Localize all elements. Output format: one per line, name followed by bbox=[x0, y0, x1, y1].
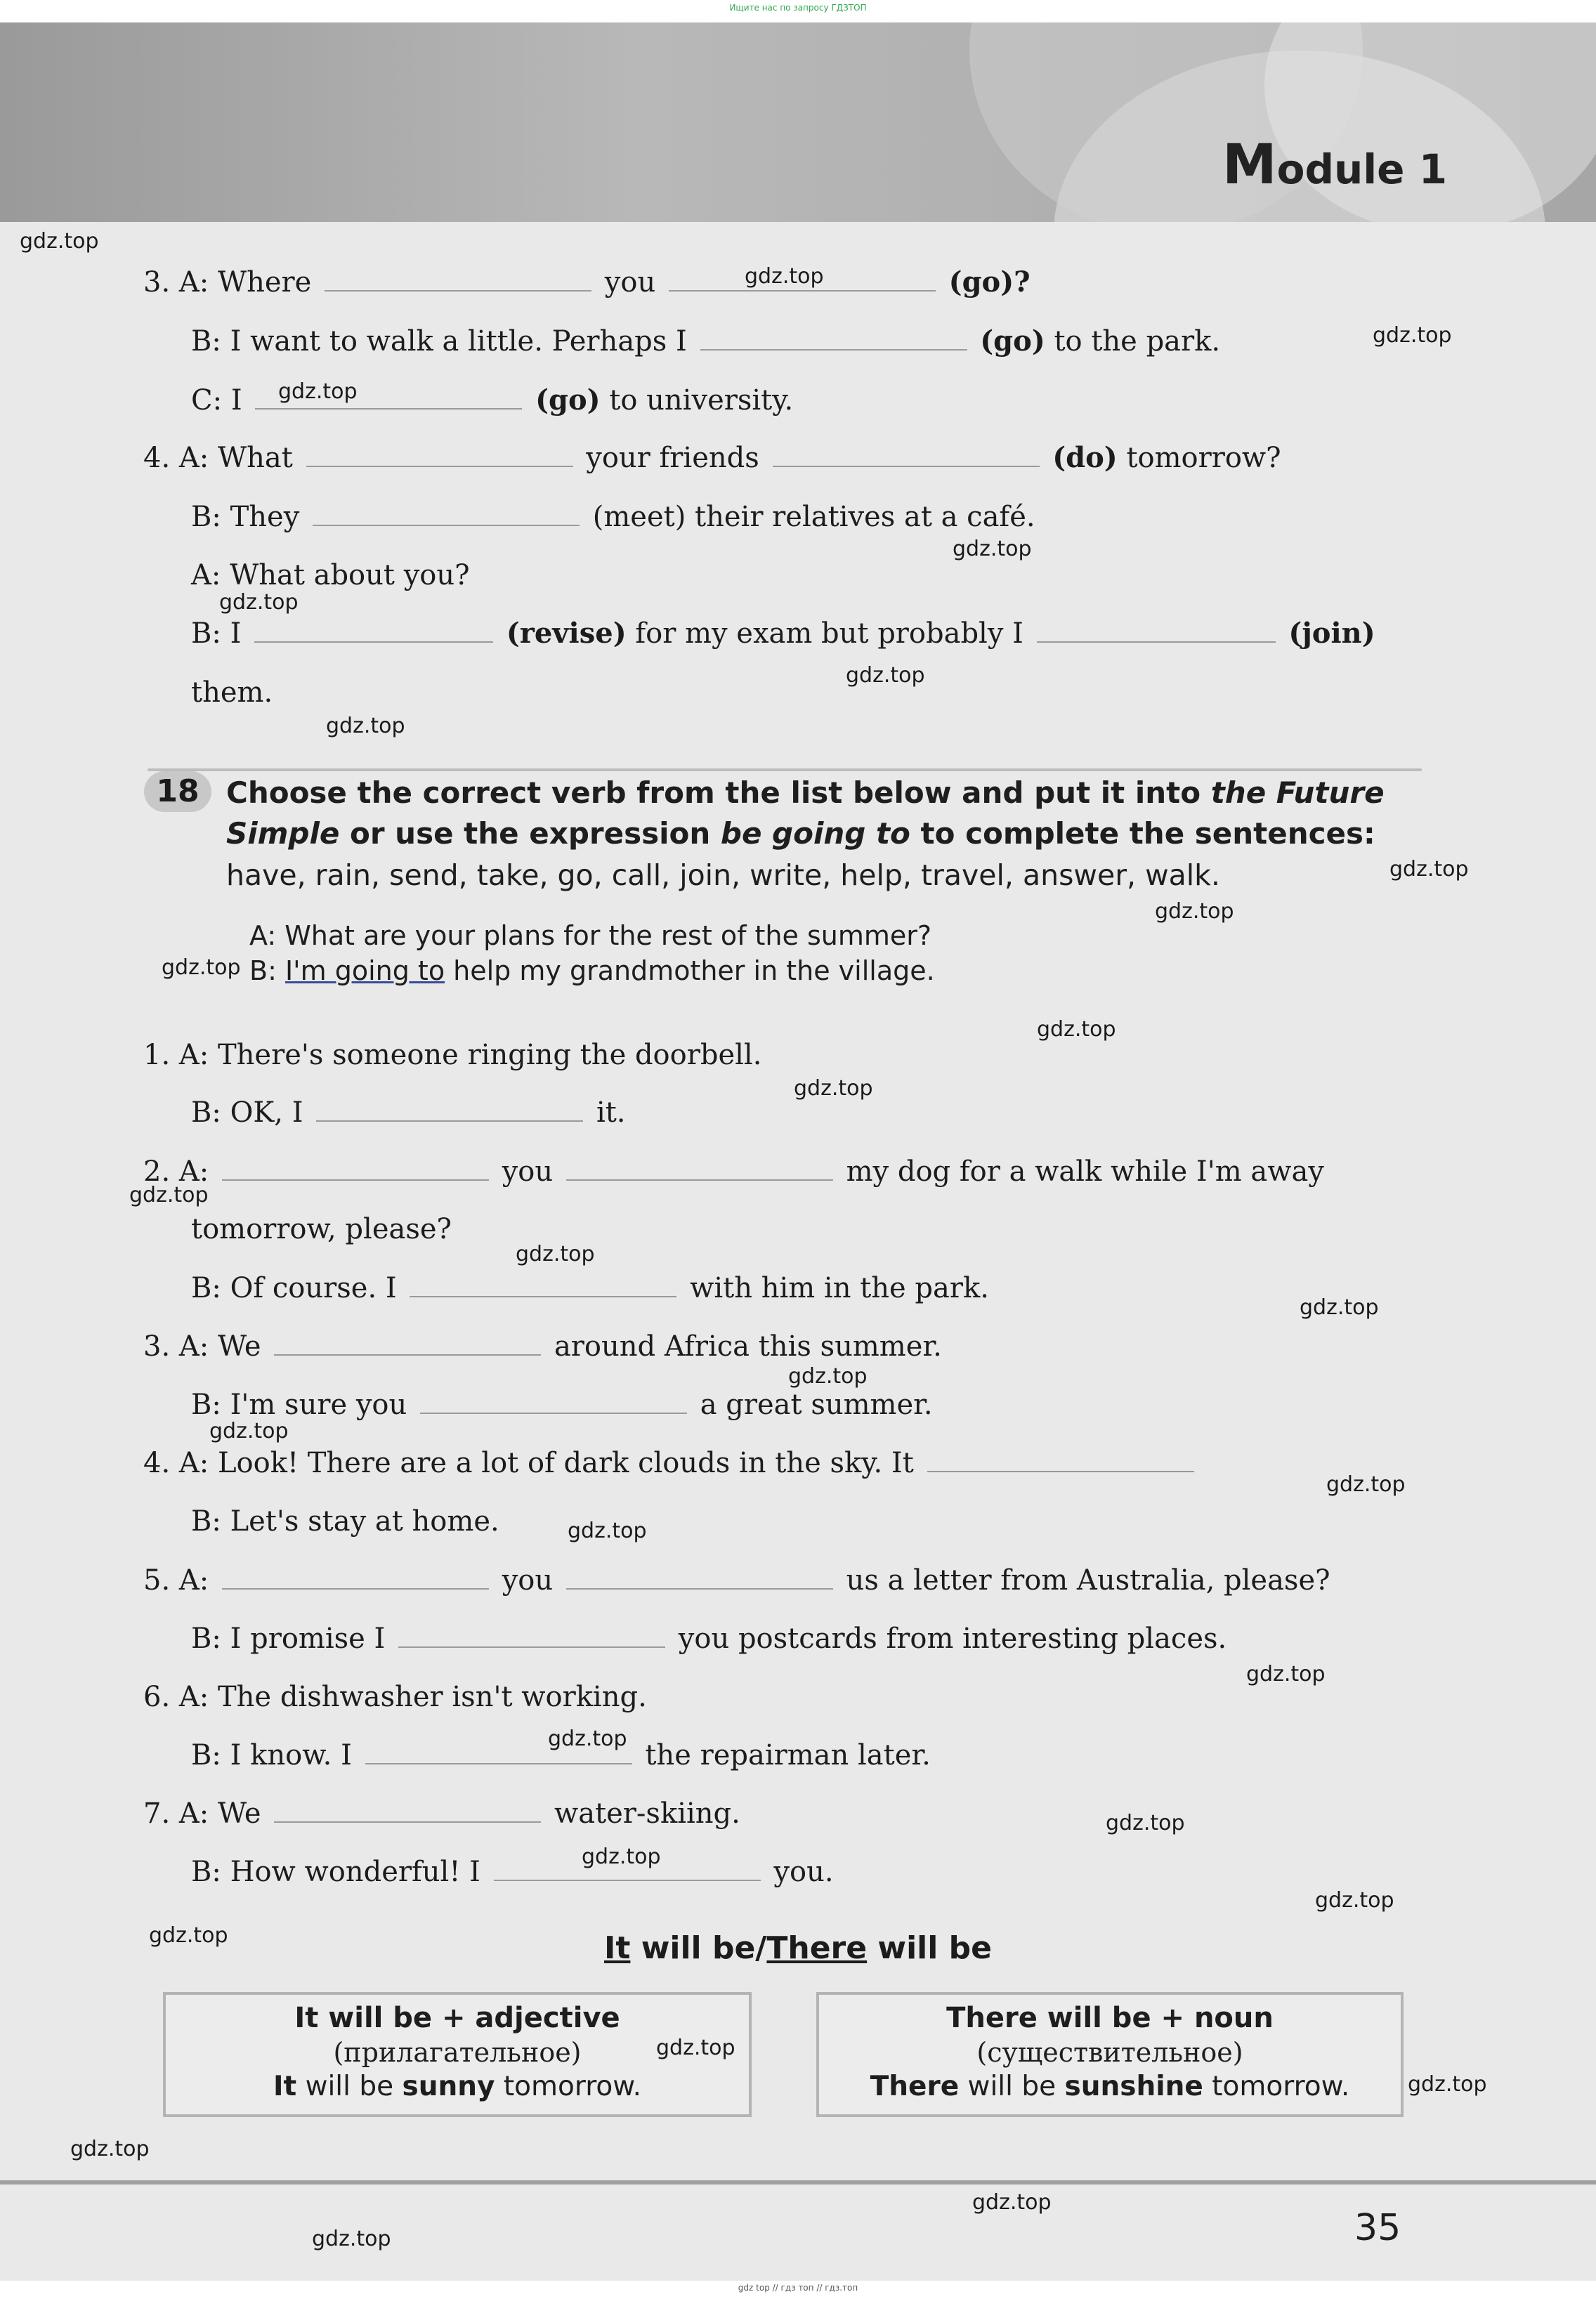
watermark: gdz.top bbox=[70, 2137, 150, 2161]
ex18-item-6a: 6. A: The dishwasher isn't working. bbox=[143, 1681, 647, 1713]
example-question: A: What are your plans for the rest of the summer? bbox=[249, 920, 932, 951]
ex18-item-6b: B: I know. I the repairman later. bbox=[191, 1739, 931, 1771]
answer-blank[interactable] bbox=[274, 1799, 541, 1823]
ex18-item-3a: 3. A: We around Africa this summer. bbox=[143, 1330, 942, 1363]
watermark: gdz.top bbox=[548, 1727, 627, 1751]
rule-title: It will be/There will be bbox=[604, 1930, 992, 1966]
answer-blank[interactable] bbox=[566, 1566, 833, 1590]
watermark: gdz.top bbox=[582, 1845, 661, 1869]
answer-blank[interactable] bbox=[313, 502, 580, 526]
answer-blank[interactable] bbox=[410, 1273, 676, 1297]
ex18-item-7b: B: How wonderful! I you. bbox=[191, 1856, 834, 1888]
answer-blank[interactable] bbox=[316, 1098, 583, 1122]
ex18-item-1b: B: OK, I it. bbox=[191, 1096, 626, 1129]
example-answer: B: I'm going to help my grandmother in the village. bbox=[249, 955, 935, 986]
ex18-item-2b: B: Of course. I with him in the park. bbox=[191, 1272, 989, 1304]
answer-blank[interactable] bbox=[420, 1390, 687, 1414]
watermark: gdz.top bbox=[278, 379, 358, 404]
watermark: gdz.top bbox=[1037, 1017, 1116, 1042]
watermark: gdz.top bbox=[1155, 899, 1234, 924]
answer-blank[interactable] bbox=[566, 1157, 833, 1181]
answer-blank[interactable] bbox=[222, 1566, 489, 1590]
rule-box-heading: There will be + noun bbox=[946, 2002, 1274, 2034]
watermark: gdz.top bbox=[1246, 1662, 1326, 1686]
ex18-item-2c: tomorrow, please? bbox=[191, 1213, 452, 1245]
watermark: gdz.top bbox=[162, 955, 241, 980]
watermark: gdz.top bbox=[1389, 857, 1469, 882]
ex18-item-1a: 1. A: There's someone ringing the doorbell. bbox=[143, 1039, 762, 1071]
watermark: gdz.top bbox=[1300, 1295, 1379, 1320]
module-title: Module 1 bbox=[1222, 133, 1448, 197]
watermark: gdz.top bbox=[972, 2190, 1052, 2215]
watermark: gdz.top bbox=[20, 229, 99, 254]
rule-box-translation: (существительное) bbox=[976, 2037, 1243, 2068]
watermark: gdz.top bbox=[1315, 1888, 1394, 1913]
watermark: gdz.top bbox=[129, 1183, 209, 1207]
answer-blank[interactable] bbox=[274, 1332, 541, 1356]
exercise-separator bbox=[148, 768, 1422, 771]
watermark: gdz.top bbox=[209, 1419, 289, 1443]
ex17-line-3b: B: I want to walk a little. Perhaps I (go) to the park. bbox=[191, 325, 1221, 358]
ex17-line-4c: A: What about you? bbox=[191, 559, 470, 591]
answer-blank[interactable] bbox=[700, 327, 967, 351]
answer-blank[interactable] bbox=[254, 619, 493, 643]
watermark: gdz.top bbox=[149, 1923, 228, 1948]
bottom-note: gdz top // гдз топ // гдз.топ bbox=[738, 2283, 858, 2293]
watermark: gdz.top bbox=[794, 1076, 873, 1101]
watermark: gdz.top bbox=[846, 663, 925, 688]
ex18-item-5a: 5. A: you us a letter from Australia, please? bbox=[143, 1564, 1330, 1597]
answer-blank[interactable] bbox=[306, 443, 573, 467]
watermark: gdz.top bbox=[516, 1242, 595, 1266]
answer-blank[interactable] bbox=[325, 268, 591, 292]
watermark: gdz.top bbox=[1408, 2072, 1487, 2097]
exercise-instructions: Choose the correct verb from the list below and put it into the Future Simple or use the expression be going to to complete the sentences: bbox=[226, 775, 1385, 851]
top-note: Ищите нас по запросу ГДЗТОП bbox=[729, 3, 867, 13]
watermark: gdz.top bbox=[219, 590, 299, 615]
watermark: gdz.top bbox=[326, 714, 405, 738]
ex18-item-3b: B: I'm sure you a great summer. bbox=[191, 1389, 933, 1421]
exercise-number-badge: 18 bbox=[144, 771, 211, 812]
watermark: gdz.top bbox=[953, 537, 1032, 561]
rule-box-example: It will be sunny tomorrow. bbox=[273, 2071, 641, 2102]
ex17-line-4a: 4. A: What your friends (do) tomorrow? bbox=[143, 441, 1281, 474]
ex17-line-4e: them. bbox=[191, 676, 273, 709]
watermark: gdz.top bbox=[1106, 1811, 1185, 1835]
ex18-item-2a: 2. A: you my dog for a walk while I'm away bbox=[143, 1155, 1324, 1188]
rule-box-example: There will be sunshine tomorrow. bbox=[870, 2071, 1350, 2102]
footer-rule bbox=[0, 2180, 1596, 2185]
rule-box-translation: (прилагательное) bbox=[333, 2037, 582, 2068]
ex18-item-7a: 7. A: We water-skiing. bbox=[143, 1797, 740, 1830]
rule-box-heading: It will be + adjective bbox=[294, 2002, 620, 2034]
ex18-item-5b: B: I promise I you postcards from interesting places. bbox=[191, 1623, 1227, 1655]
ex18-item-4a: 4. A: Look! There are a lot of dark clouds in the sky. It bbox=[143, 1446, 1198, 1480]
answer-blank[interactable] bbox=[773, 443, 1040, 467]
ex17-line-3c: C: I (go) to university. bbox=[191, 384, 794, 417]
ex17-line-4d: B: I (revise) for my exam but probably I (join) bbox=[191, 617, 1375, 650]
watermark: gdz.top bbox=[788, 1364, 868, 1389]
watermark: gdz.top bbox=[656, 2036, 735, 2060]
watermark: gdz.top bbox=[1326, 1472, 1406, 1497]
watermark: gdz.top bbox=[745, 264, 824, 289]
ex17-line-3a: 3. A: Where you (go)? bbox=[143, 266, 1031, 299]
answer-blank[interactable] bbox=[222, 1157, 489, 1181]
verb-list: have, rain, send, take, go, call, join, write, help, travel, answer, walk. bbox=[226, 858, 1220, 892]
watermark: gdz.top bbox=[1373, 323, 1452, 348]
ex18-item-4b: B: Let's stay at home. bbox=[191, 1505, 499, 1538]
ex17-line-4b: B: They (meet) their relatives at a café. bbox=[191, 501, 1035, 533]
watermark: gdz.top bbox=[312, 2227, 391, 2251]
rule-box-there-will-be bbox=[816, 1992, 1404, 2117]
answer-blank[interactable] bbox=[927, 1448, 1194, 1472]
answer-blank[interactable] bbox=[398, 1624, 665, 1648]
page-number: 35 bbox=[1354, 2207, 1401, 2249]
answer-blank[interactable] bbox=[1037, 619, 1276, 643]
watermark: gdz.top bbox=[568, 1519, 647, 1543]
